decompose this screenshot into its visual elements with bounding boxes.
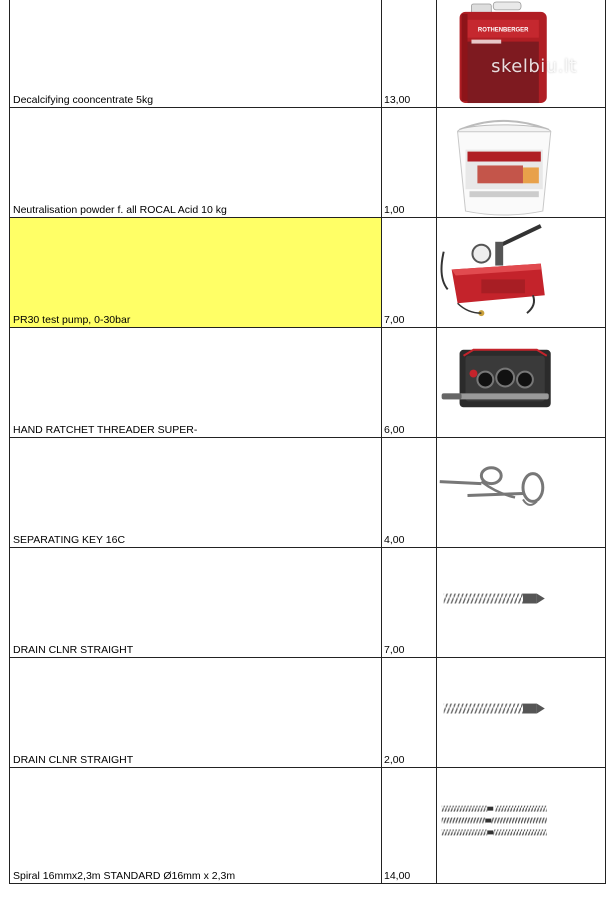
description-cell[interactable] xyxy=(9,0,382,107)
quantity-cell[interactable] xyxy=(382,108,437,217)
description-text: Spiral 16mmx2,3m STANDARD Ø16mm x 2,3m xyxy=(13,870,236,882)
quantity-text: 1,00 xyxy=(384,204,405,216)
table-row xyxy=(9,328,606,438)
description-cell[interactable] xyxy=(9,328,382,437)
quantity-text: 7,00 xyxy=(384,314,405,326)
bucket-white-icon xyxy=(437,108,606,217)
drain-spring-icon xyxy=(437,548,606,657)
image-cell xyxy=(437,108,606,217)
product-table xyxy=(9,0,606,884)
table-row xyxy=(9,548,606,658)
table-row xyxy=(9,768,606,884)
image-cell xyxy=(437,768,606,883)
quantity-cell[interactable] xyxy=(382,218,437,327)
quantity-cell[interactable] xyxy=(382,438,437,547)
quantity-cell[interactable] xyxy=(382,768,437,883)
description-text: Decalcifying cooncentrate 5kg xyxy=(13,94,154,106)
table-row xyxy=(9,218,606,328)
table-row xyxy=(9,108,606,218)
description-text: DRAIN CLNR STRAIGHT xyxy=(13,754,134,766)
quantity-text: 13,00 xyxy=(384,94,411,106)
description-text: HAND RATCHET THREADER SUPER- xyxy=(13,424,198,436)
description-text: PR30 test pump, 0-30bar xyxy=(13,314,131,326)
spiral-set-icon xyxy=(437,768,606,883)
quantity-cell[interactable] xyxy=(382,0,437,107)
watermark-text: skelbiu.lt xyxy=(491,56,577,77)
table-row xyxy=(9,438,606,548)
image-cell xyxy=(437,548,606,657)
quantity-text: 7,00 xyxy=(384,644,405,656)
quantity-cell[interactable] xyxy=(382,658,437,767)
table-row xyxy=(9,0,606,108)
description-cell[interactable] xyxy=(9,658,382,767)
threader-case-icon xyxy=(437,328,606,437)
description-text: SEPARATING KEY 16C xyxy=(13,534,126,546)
canister-red-icon xyxy=(437,0,606,107)
description-cell[interactable] xyxy=(9,768,382,883)
description-cell[interactable] xyxy=(9,108,382,217)
image-cell xyxy=(437,438,606,547)
description-cell[interactable] xyxy=(9,438,382,547)
quantity-text: 4,00 xyxy=(384,534,405,546)
description-cell[interactable] xyxy=(9,218,382,327)
quantity-cell[interactable] xyxy=(382,548,437,657)
table-row xyxy=(9,658,606,768)
test-pump-icon xyxy=(437,218,606,327)
description-text: Neutralisation powder f. all ROCAL Acid 10 kg xyxy=(13,204,227,216)
description-cell[interactable] xyxy=(9,548,382,657)
image-cell xyxy=(437,328,606,437)
quantity-text: 6,00 xyxy=(384,424,405,436)
description-text: DRAIN CLNR STRAIGHT xyxy=(13,644,134,656)
separating-key-icon xyxy=(437,438,606,547)
drain-spring-icon xyxy=(437,658,606,767)
image-cell xyxy=(437,658,606,767)
quantity-cell[interactable] xyxy=(382,328,437,437)
image-cell xyxy=(437,218,606,327)
quantity-text: 2,00 xyxy=(384,754,405,766)
brand-label: ROTHENBERGER xyxy=(477,27,529,34)
image-cell xyxy=(437,0,606,107)
quantity-text: 14,00 xyxy=(384,870,411,882)
